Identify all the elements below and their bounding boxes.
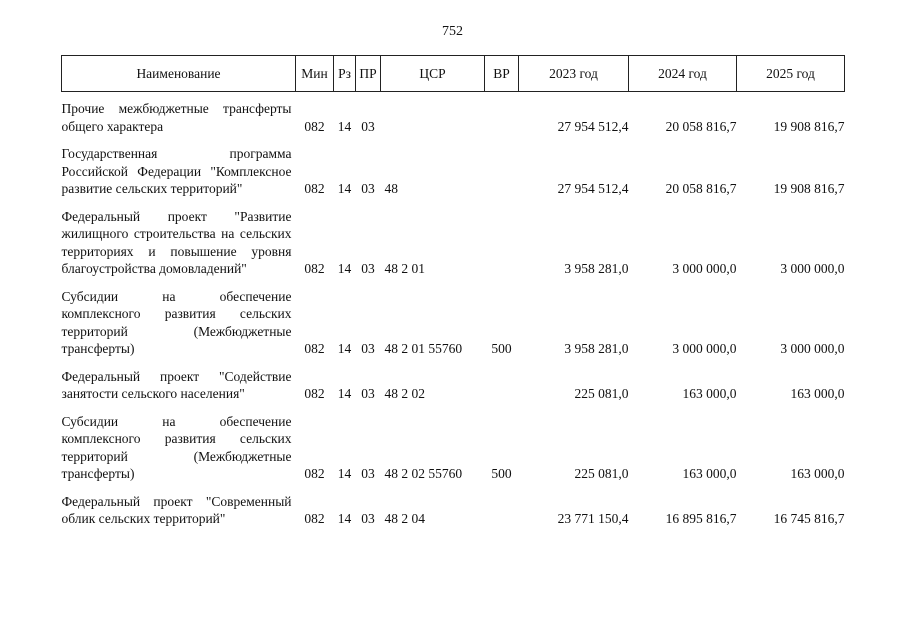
cell-min: 082 <box>304 386 325 401</box>
cell-name: Прочие межбюджетные трансферты общего характера <box>61 101 292 134</box>
cell-min: 082 <box>304 341 325 356</box>
cell-vr: 500 <box>491 466 512 481</box>
cell-pr: 03 <box>361 386 375 401</box>
cell-csr: 48 2 01 <box>384 261 425 276</box>
table-body <box>62 92 845 538</box>
cell-min: 082 <box>304 181 325 196</box>
cell-vr <box>485 368 519 413</box>
cell-2023: 23 771 150,4 <box>557 511 629 526</box>
table-row <box>62 413 845 493</box>
table-row <box>62 92 845 146</box>
cell-name: Федеральный проект "Развитие жилищного строительства на сельских территориях и повышение уровня благоустройства домовладений" <box>61 208 292 276</box>
cell-csr: 48 2 01 55760 <box>384 341 463 356</box>
cell-pr: 03 <box>361 118 375 134</box>
cell-min: 082 <box>304 466 325 481</box>
cell-2023: 225 081,0 <box>574 386 629 401</box>
table-row <box>62 288 845 368</box>
cell-2024: 20 058 816,7 <box>665 181 737 196</box>
cell-pr: 03 <box>361 511 375 526</box>
cell-2024: 3 000 000,0 <box>672 341 737 356</box>
cell-2024: 3 000 000,0 <box>672 261 737 276</box>
cell-csr <box>381 92 485 146</box>
cell-2024: 16 895 816,7 <box>665 511 737 526</box>
header-vr: ВР <box>485 56 519 92</box>
cell-2025: 163 000,0 <box>790 466 845 481</box>
cell-rz: 14 <box>337 466 352 481</box>
cell-name: Субсидии на обеспечение комплексного развития сельских территорий (Межбюджетные трансферты) <box>61 288 292 356</box>
cell-name: Государственная программа Российской Федерации "Комплексное развитие сельских территорий" <box>61 146 292 196</box>
cell-min: 082 <box>304 118 325 134</box>
cell-csr: 48 2 02 <box>384 386 425 401</box>
header-2025: 2025 год <box>737 56 845 92</box>
cell-2025: 19 908 816,7 <box>773 118 845 134</box>
budget-table <box>61 55 845 538</box>
header-name: Наименование <box>62 56 296 92</box>
cell-2024: 163 000,0 <box>682 466 737 481</box>
cell-csr: 48 <box>384 181 398 196</box>
header-csr: ЦСР <box>381 56 485 92</box>
cell-2023: 3 958 281,0 <box>564 341 629 356</box>
cell-2025: 3 000 000,0 <box>780 261 845 276</box>
table-header <box>62 56 845 92</box>
cell-rz: 14 <box>337 386 352 401</box>
cell-2025: 19 908 816,7 <box>773 181 845 196</box>
cell-rz: 14 <box>337 261 352 276</box>
table-row <box>62 145 845 208</box>
table-row <box>62 493 845 538</box>
cell-name: Федеральный проект "Содействие занятости сельского населения" <box>61 368 292 401</box>
cell-2023: 27 954 512,4 <box>557 118 629 134</box>
cell-2023: 225 081,0 <box>574 466 629 481</box>
cell-min: 082 <box>304 511 325 526</box>
table-row <box>62 368 845 413</box>
cell-csr: 48 2 04 <box>384 511 425 526</box>
cell-vr: 500 <box>491 341 512 356</box>
cell-rz: 14 <box>337 511 352 526</box>
header-2024: 2024 год <box>629 56 737 92</box>
cell-vr <box>485 208 519 288</box>
cell-vr <box>485 493 519 538</box>
cell-rz: 14 <box>337 181 352 196</box>
cell-csr: 48 2 02 55760 <box>384 466 463 481</box>
cell-pr: 03 <box>361 341 375 356</box>
page-number: 752 <box>442 24 463 39</box>
cell-vr <box>485 145 519 208</box>
cell-2025: 16 745 816,7 <box>773 511 845 526</box>
cell-rz: 14 <box>337 341 352 356</box>
cell-min: 082 <box>304 261 325 276</box>
cell-2025: 3 000 000,0 <box>780 341 845 356</box>
header-rz: Рз <box>334 56 356 92</box>
cell-name: Субсидии на обеспечение комплексного развития сельских территорий (Межбюджетные трансферты) <box>61 413 292 481</box>
cell-pr: 03 <box>361 261 375 276</box>
cell-2024: 20 058 816,7 <box>665 118 737 134</box>
cell-vr <box>485 92 519 146</box>
cell-2025: 163 000,0 <box>790 386 845 401</box>
cell-pr: 03 <box>361 181 375 196</box>
cell-rz: 14 <box>337 118 352 134</box>
header-min: Мин <box>296 56 334 92</box>
cell-2024: 163 000,0 <box>682 386 737 401</box>
header-pr: ПР <box>356 56 381 92</box>
cell-pr: 03 <box>361 466 375 481</box>
header-2023: 2023 год <box>519 56 629 92</box>
cell-2023: 27 954 512,4 <box>557 181 629 196</box>
table-row <box>62 208 845 288</box>
cell-2023: 3 958 281,0 <box>564 261 629 276</box>
cell-name: Федеральный проект "Современный облик сельских территорий" <box>61 493 292 526</box>
